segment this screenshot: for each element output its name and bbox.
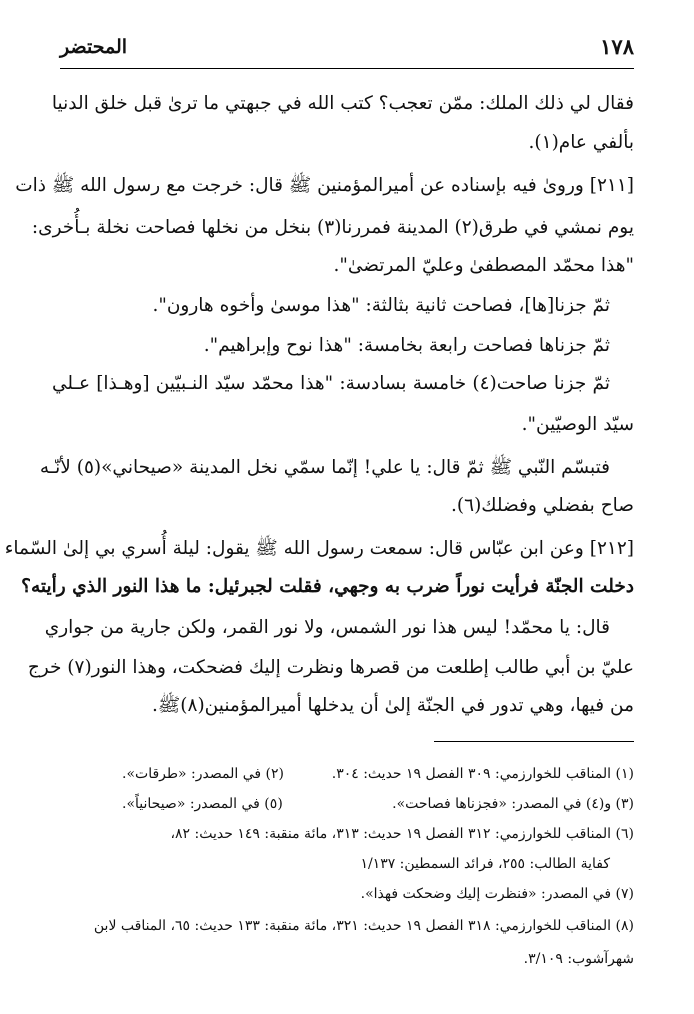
body-line-14: قال: يا محمّد! ليس هذا نور الشمس، ولا نور القمر، ولكن جارية من جواري [44,617,610,638]
page-number: ١٧٨ [600,34,634,59]
hadith-211-intro: [٢١١] ورویٰ فيه بإسناده عن أميرالمؤمنين ﷺ قال: خرجت مع رسول الله ﷺ ذات [15,175,634,196]
body-line-9: سيّد الوصيّين". [521,414,634,435]
footnote-8-line-2: شهرآشوب: ٣/١٠٩. [523,951,634,967]
body-line-5: "هذا محمّد المصطفىٰ وعليّ المرتضىٰ". [333,255,634,276]
body-line-16: من فيها، وهي تدور في الجنّة إلىٰ أن يدخلها أميرالمؤمنين(٨)ﷺ. [152,695,634,716]
body-line-10: فتبسّم النّبي ﷺ ثمّ قال: يا علي! إنّما سمّي نخل المدينة «صيحاني»(٥) لأنّـه [39,457,610,478]
body-line-7: ثمّ جزناها فصاحت رابعة بخامسة: "هذا نوح وإبراهيم". [203,335,610,356]
running-title: المحتضر [60,36,128,58]
body-line-4: يوم نمشي في طرق(٢) المدينة فمررنا(٣) بنخل من نخلها فصاحت نخلة بـأُخرى: [31,217,634,238]
footnote-3-4: (٣) و(٤) في المصدر: «فجزناها فصاحت». [392,796,634,812]
hadith-212-intro: [٢١٢] وعن ابن عبّاس قال: سمعت رسول الله ﷺ يقول: ليلة أُسري بي إلىٰ السّماء [4,538,634,559]
body-line-1: فقال لي ذلك الملك: ممّن تعجب؟ كتب الله في جبهتي ما ترىٰ قبل خلق الدنيا [51,93,634,114]
header-rule [60,68,634,69]
footnote-5: (٥) في المصدر: «صيحانياً». [122,796,283,812]
footnote-6-line-1: (٦) المناقب للخوارزمي: ٣١٢ الفصل ١٩ حديث: ٣١٣، مائة منقبة: ١٤٩ حديث: ٨٢، [170,826,634,842]
footnote-8-line-1: (٨) المناقب للخوارزمي: ٣١٨ الفصل ١٩ حديث: ٣٢١، مائة منقبة: ١٣٣ حديث: ٦٥، المناقب لابن [93,918,634,934]
body-line-13: دخلت الجنّة فرأيت نوراً ضرب به وجهي، فقلت لجبرئيل: ما هذا النور الذي رأيته؟ [21,576,634,597]
body-line-11: صاح بفضلي وفضلك(٦). [451,495,634,516]
body-line-2: بألفي عام(١). [528,132,634,153]
footnote-1: (١) المناقب للخوارزمي: ٣٠٩ الفصل ١٩ حديث: ٣٠٤. [331,766,634,782]
footnote-2: (٢) في المصدر: «طرقات». [122,766,284,782]
footnote-7: (٧) في المصدر: «فنظرت إليك وضحكت فهذا». [360,886,634,902]
page-header [60,34,634,64]
footnote-separator [434,741,634,742]
body-line-8: ثمّ جزنا صاحت(٤) خامسة بسادسة: "هذا محمّد سيّد النـبيّين [وهـذا] عـلي [52,373,610,394]
body-line-15: عليّ بن أبي طالب إطلعت من قصرها ونظرت إليك فضحكت، وهذا النور(٧) خرج [27,657,634,678]
footnote-6-line-2: كفاية الطالب: ٢٥٥، فرائد السمطين: ١/١٣٧ [360,856,610,872]
body-line-6: ثمّ جزنا[ها]، فصاحت ثانية بثالثة: "هذا موسىٰ وأخوه هارون". [152,295,610,316]
